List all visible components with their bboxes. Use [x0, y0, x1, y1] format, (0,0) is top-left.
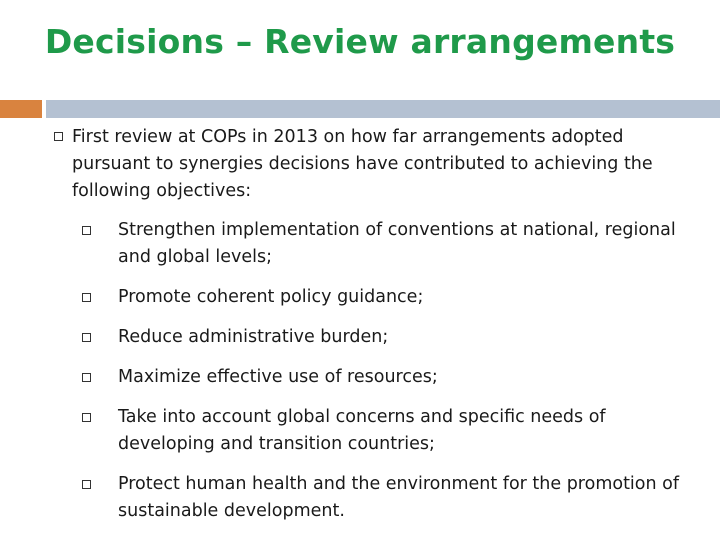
list-item-text: Reduce administrative burden; — [118, 327, 389, 347]
accent-bar-left — [0, 100, 42, 118]
checkbox-bullet-icon — [82, 293, 91, 302]
checkbox-bullet-icon — [82, 413, 91, 422]
checkbox-bullet-icon — [54, 132, 63, 141]
list-item — [52, 364, 692, 391]
list-item — [52, 217, 692, 271]
list-item-text: Protect human health and the environment for the promotion of sustainable development. — [118, 474, 680, 521]
checkbox-bullet-icon — [82, 480, 91, 489]
list-item-text: Take into account global concerns and specific needs of developing and transition countries; — [118, 407, 606, 454]
accent-bar-right — [46, 100, 720, 118]
list-item — [52, 404, 692, 458]
list-item — [52, 284, 692, 311]
list-item-text: Strengthen implementation of conventions at national, regional and global levels; — [118, 220, 676, 267]
lead-bullet-text: First review at COPs in 2013 on how far arrangements adopted pursuant to synergies decisions have contributed to achieving the following objectives: — [72, 127, 653, 201]
objectives-list — [52, 217, 692, 525]
lead-bullet — [52, 124, 692, 205]
slide-body — [52, 124, 692, 525]
checkbox-bullet-icon — [82, 333, 91, 342]
list-item — [52, 324, 692, 351]
checkbox-bullet-icon — [82, 373, 91, 382]
list-item — [52, 471, 692, 525]
list-item-text: Promote coherent policy guidance; — [118, 287, 424, 307]
slide-title: Decisions – Review arrangements — [44, 22, 676, 61]
list-item-text: Maximize effective use of resources; — [118, 367, 438, 387]
checkbox-bullet-icon — [82, 226, 91, 235]
